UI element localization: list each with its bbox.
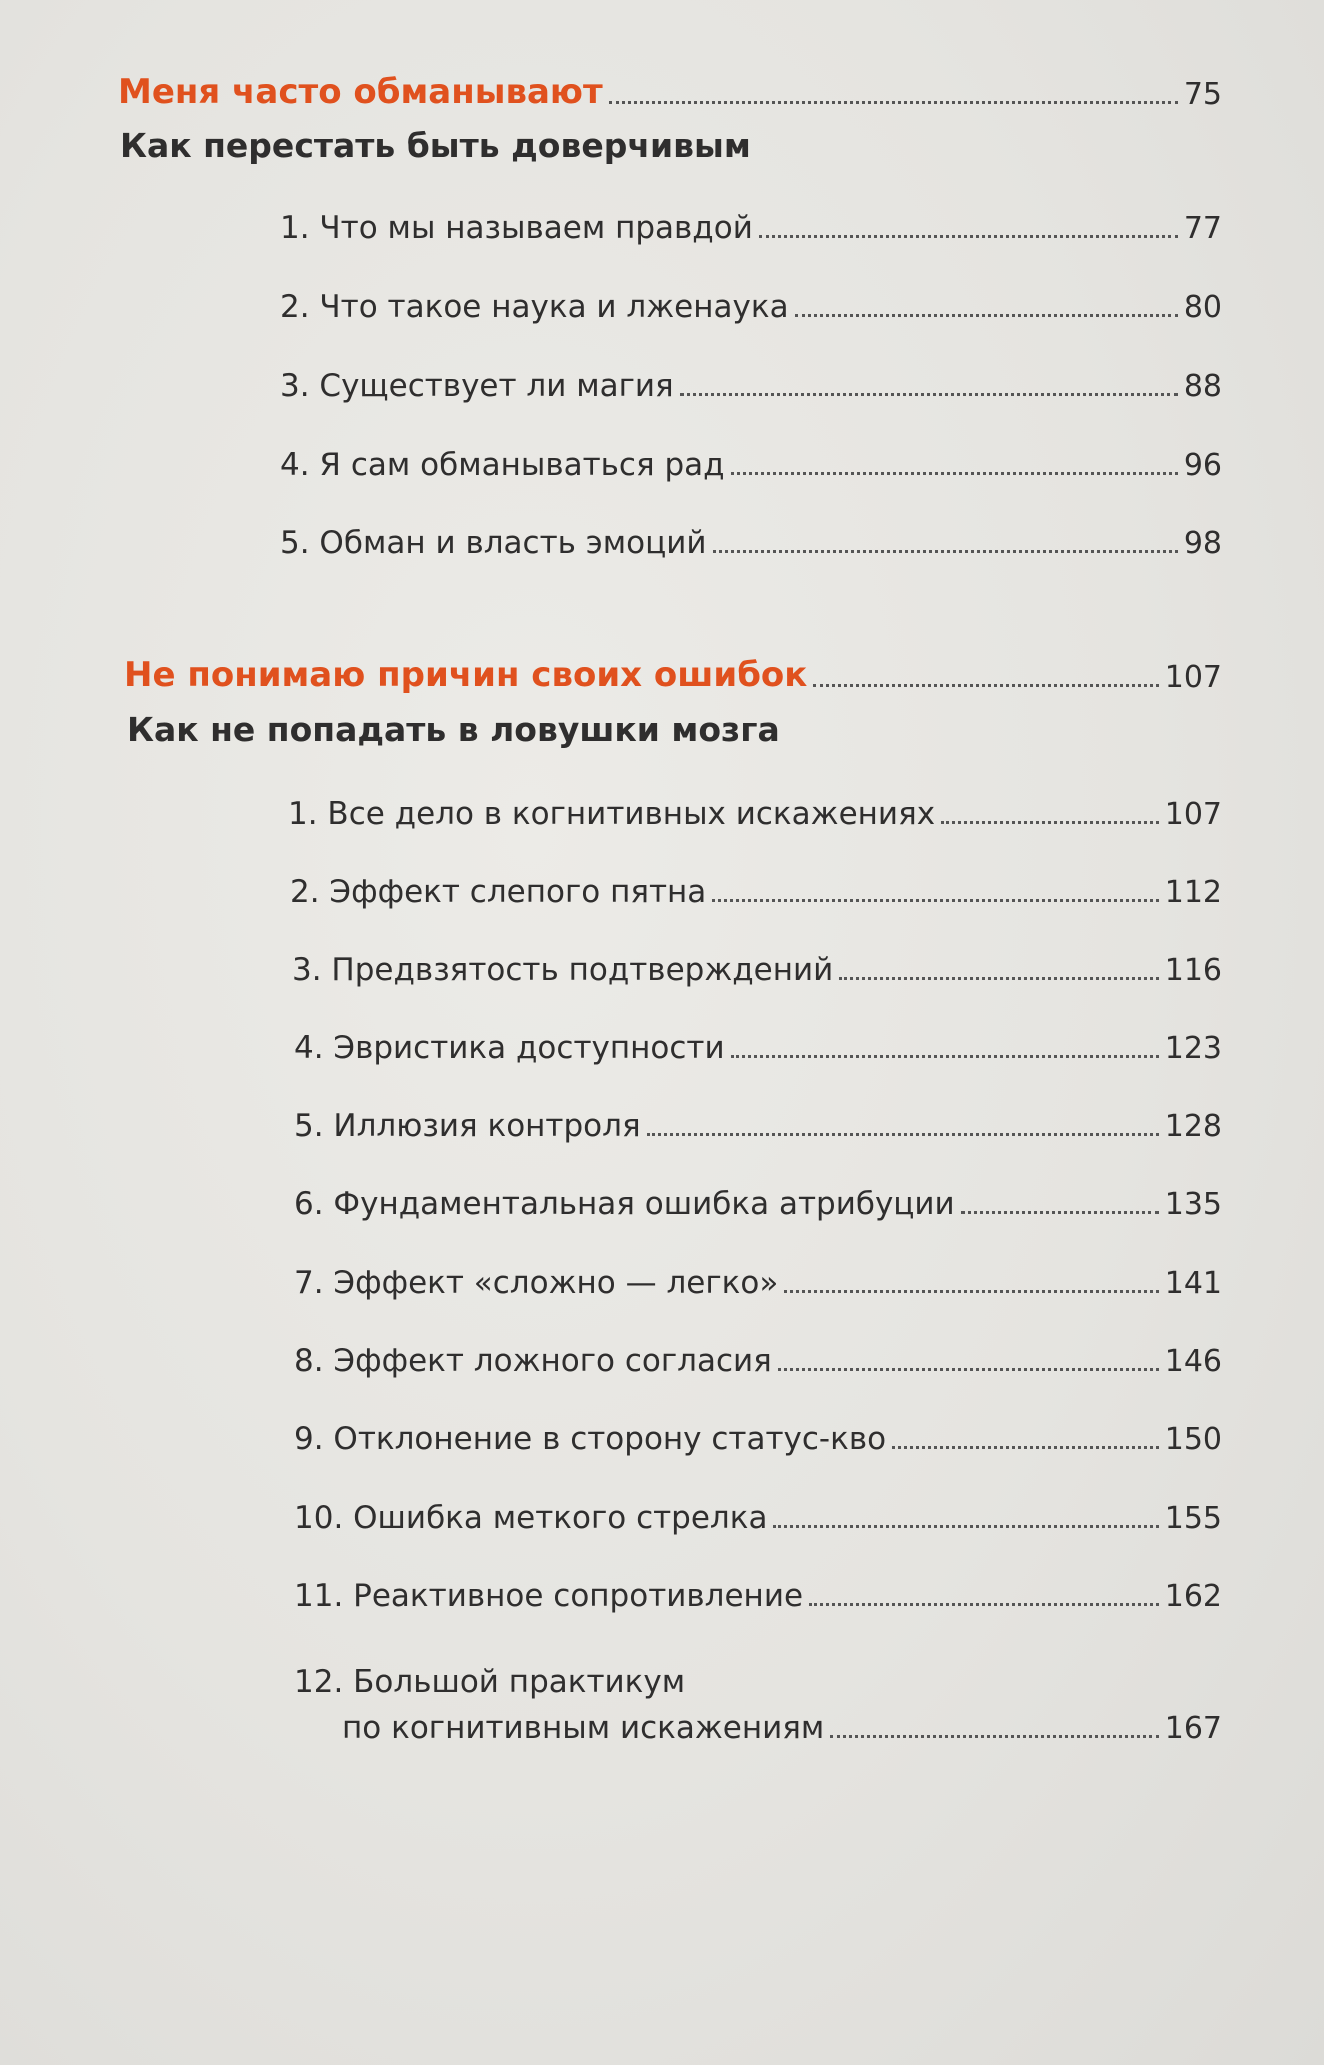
chapter-subtitle: Как не попадать в ловушки мозга: [127, 710, 780, 749]
leader-dots: [731, 1055, 1159, 1058]
chapter-heading[interactable]: [118, 72, 1222, 112]
leader-dots: [795, 314, 1178, 317]
leader-dots: [961, 1211, 1159, 1214]
entry-label: 10. Ошибка меткого стрелка: [294, 1500, 768, 1536]
page-number: 98: [1183, 526, 1222, 561]
entry-label: по когнитивным искажениям: [342, 1710, 825, 1746]
entry-label: 2. Что такое наука и лженаука: [280, 289, 789, 325]
leader-dots: [773, 1525, 1158, 1528]
toc-entry[interactable]: [342, 1710, 1222, 1746]
page-number: 167: [1164, 1711, 1222, 1746]
leader-dots: [609, 101, 1178, 104]
page-number: 155: [1164, 1501, 1222, 1536]
entry-label: 5. Обман и власть эмоций: [280, 525, 707, 561]
page-number: 88: [1183, 369, 1222, 404]
toc-entry[interactable]: [294, 1265, 1222, 1301]
leader-dots: [647, 1133, 1159, 1136]
entry-label: 1. Все дело в когнитивных искажениях: [288, 796, 936, 832]
leader-dots: [731, 472, 1178, 475]
page-number: 107: [1164, 660, 1222, 695]
page-number: 141: [1164, 1266, 1222, 1301]
toc-entry[interactable]: [294, 1500, 1222, 1536]
entry-label: 9. Отклонение в сторону статус-кво: [294, 1421, 887, 1457]
entry-label: 3. Предвзятость подтверждений: [292, 952, 834, 988]
page-number: 107: [1164, 797, 1222, 832]
toc-entry[interactable]: [292, 952, 1222, 988]
page-number: 96: [1183, 448, 1222, 483]
toc-entry[interactable]: [294, 1108, 1222, 1144]
toc-entry[interactable]: [280, 289, 1222, 325]
page-number: 116: [1164, 953, 1222, 988]
leader-dots: [813, 684, 1158, 687]
entry-label-first-line: 12. Большой практикум: [294, 1664, 686, 1700]
page-number: 146: [1164, 1344, 1222, 1379]
entry-label: 3. Существует ли магия: [280, 368, 674, 404]
toc-entry[interactable]: [294, 1578, 1222, 1614]
leader-dots: [680, 393, 1178, 396]
chapter-subtitle: Как перестать быть доверчивым: [120, 126, 751, 165]
leader-dots: [809, 1603, 1159, 1606]
toc-entry[interactable]: [290, 874, 1222, 910]
leader-dots: [778, 1368, 1159, 1371]
leader-dots: [839, 977, 1158, 980]
page-number: 123: [1164, 1031, 1222, 1066]
page-number: 112: [1164, 875, 1222, 910]
entry-label: 6. Фундаментальная ошибка атрибуции: [294, 1186, 955, 1222]
toc-entry[interactable]: [288, 796, 1222, 832]
toc-entry[interactable]: [294, 1343, 1222, 1379]
page-number: 135: [1164, 1187, 1222, 1222]
entry-label: 8. Эффект ложного согласия: [294, 1343, 772, 1379]
leader-dots: [712, 899, 1158, 902]
page-number: 150: [1164, 1422, 1222, 1457]
entry-label: 2. Эффект слепого пятна: [290, 874, 707, 910]
chapter-title: Меня часто обманывают: [118, 72, 603, 112]
page-number: 162: [1164, 1579, 1222, 1614]
toc-entry[interactable]: [280, 210, 1222, 246]
page-number: 128: [1164, 1109, 1222, 1144]
entry-label: 11. Реактивное сопротивление: [294, 1578, 804, 1614]
entry-label: 1. Что мы называем правдой: [280, 210, 753, 246]
page-number: 75: [1183, 77, 1222, 112]
leader-dots: [713, 550, 1178, 553]
toc-entry[interactable]: [294, 1030, 1222, 1066]
toc-entry[interactable]: [280, 368, 1222, 404]
entry-label: 5. Иллюзия контроля: [294, 1108, 641, 1144]
entry-label: 7. Эффект «сложно — легко»: [294, 1265, 779, 1301]
leader-dots: [941, 821, 1159, 824]
leader-dots: [830, 1735, 1158, 1738]
entry-label: 4. Я сам обманываться рад: [280, 447, 725, 483]
page-number: 80: [1183, 290, 1222, 325]
toc-entry[interactable]: [294, 1421, 1222, 1457]
chapter-title: Не понимаю причин своих ошибок: [124, 655, 808, 695]
leader-dots: [892, 1446, 1159, 1449]
toc-entry[interactable]: [280, 525, 1222, 561]
toc-entry[interactable]: [280, 447, 1222, 483]
chapter-heading[interactable]: [124, 655, 1222, 695]
entry-label: 4. Эвристика доступности: [294, 1030, 725, 1066]
page-number: 77: [1183, 211, 1222, 246]
leader-dots: [759, 235, 1178, 238]
toc-entry[interactable]: [294, 1186, 1222, 1222]
leader-dots: [784, 1290, 1158, 1293]
